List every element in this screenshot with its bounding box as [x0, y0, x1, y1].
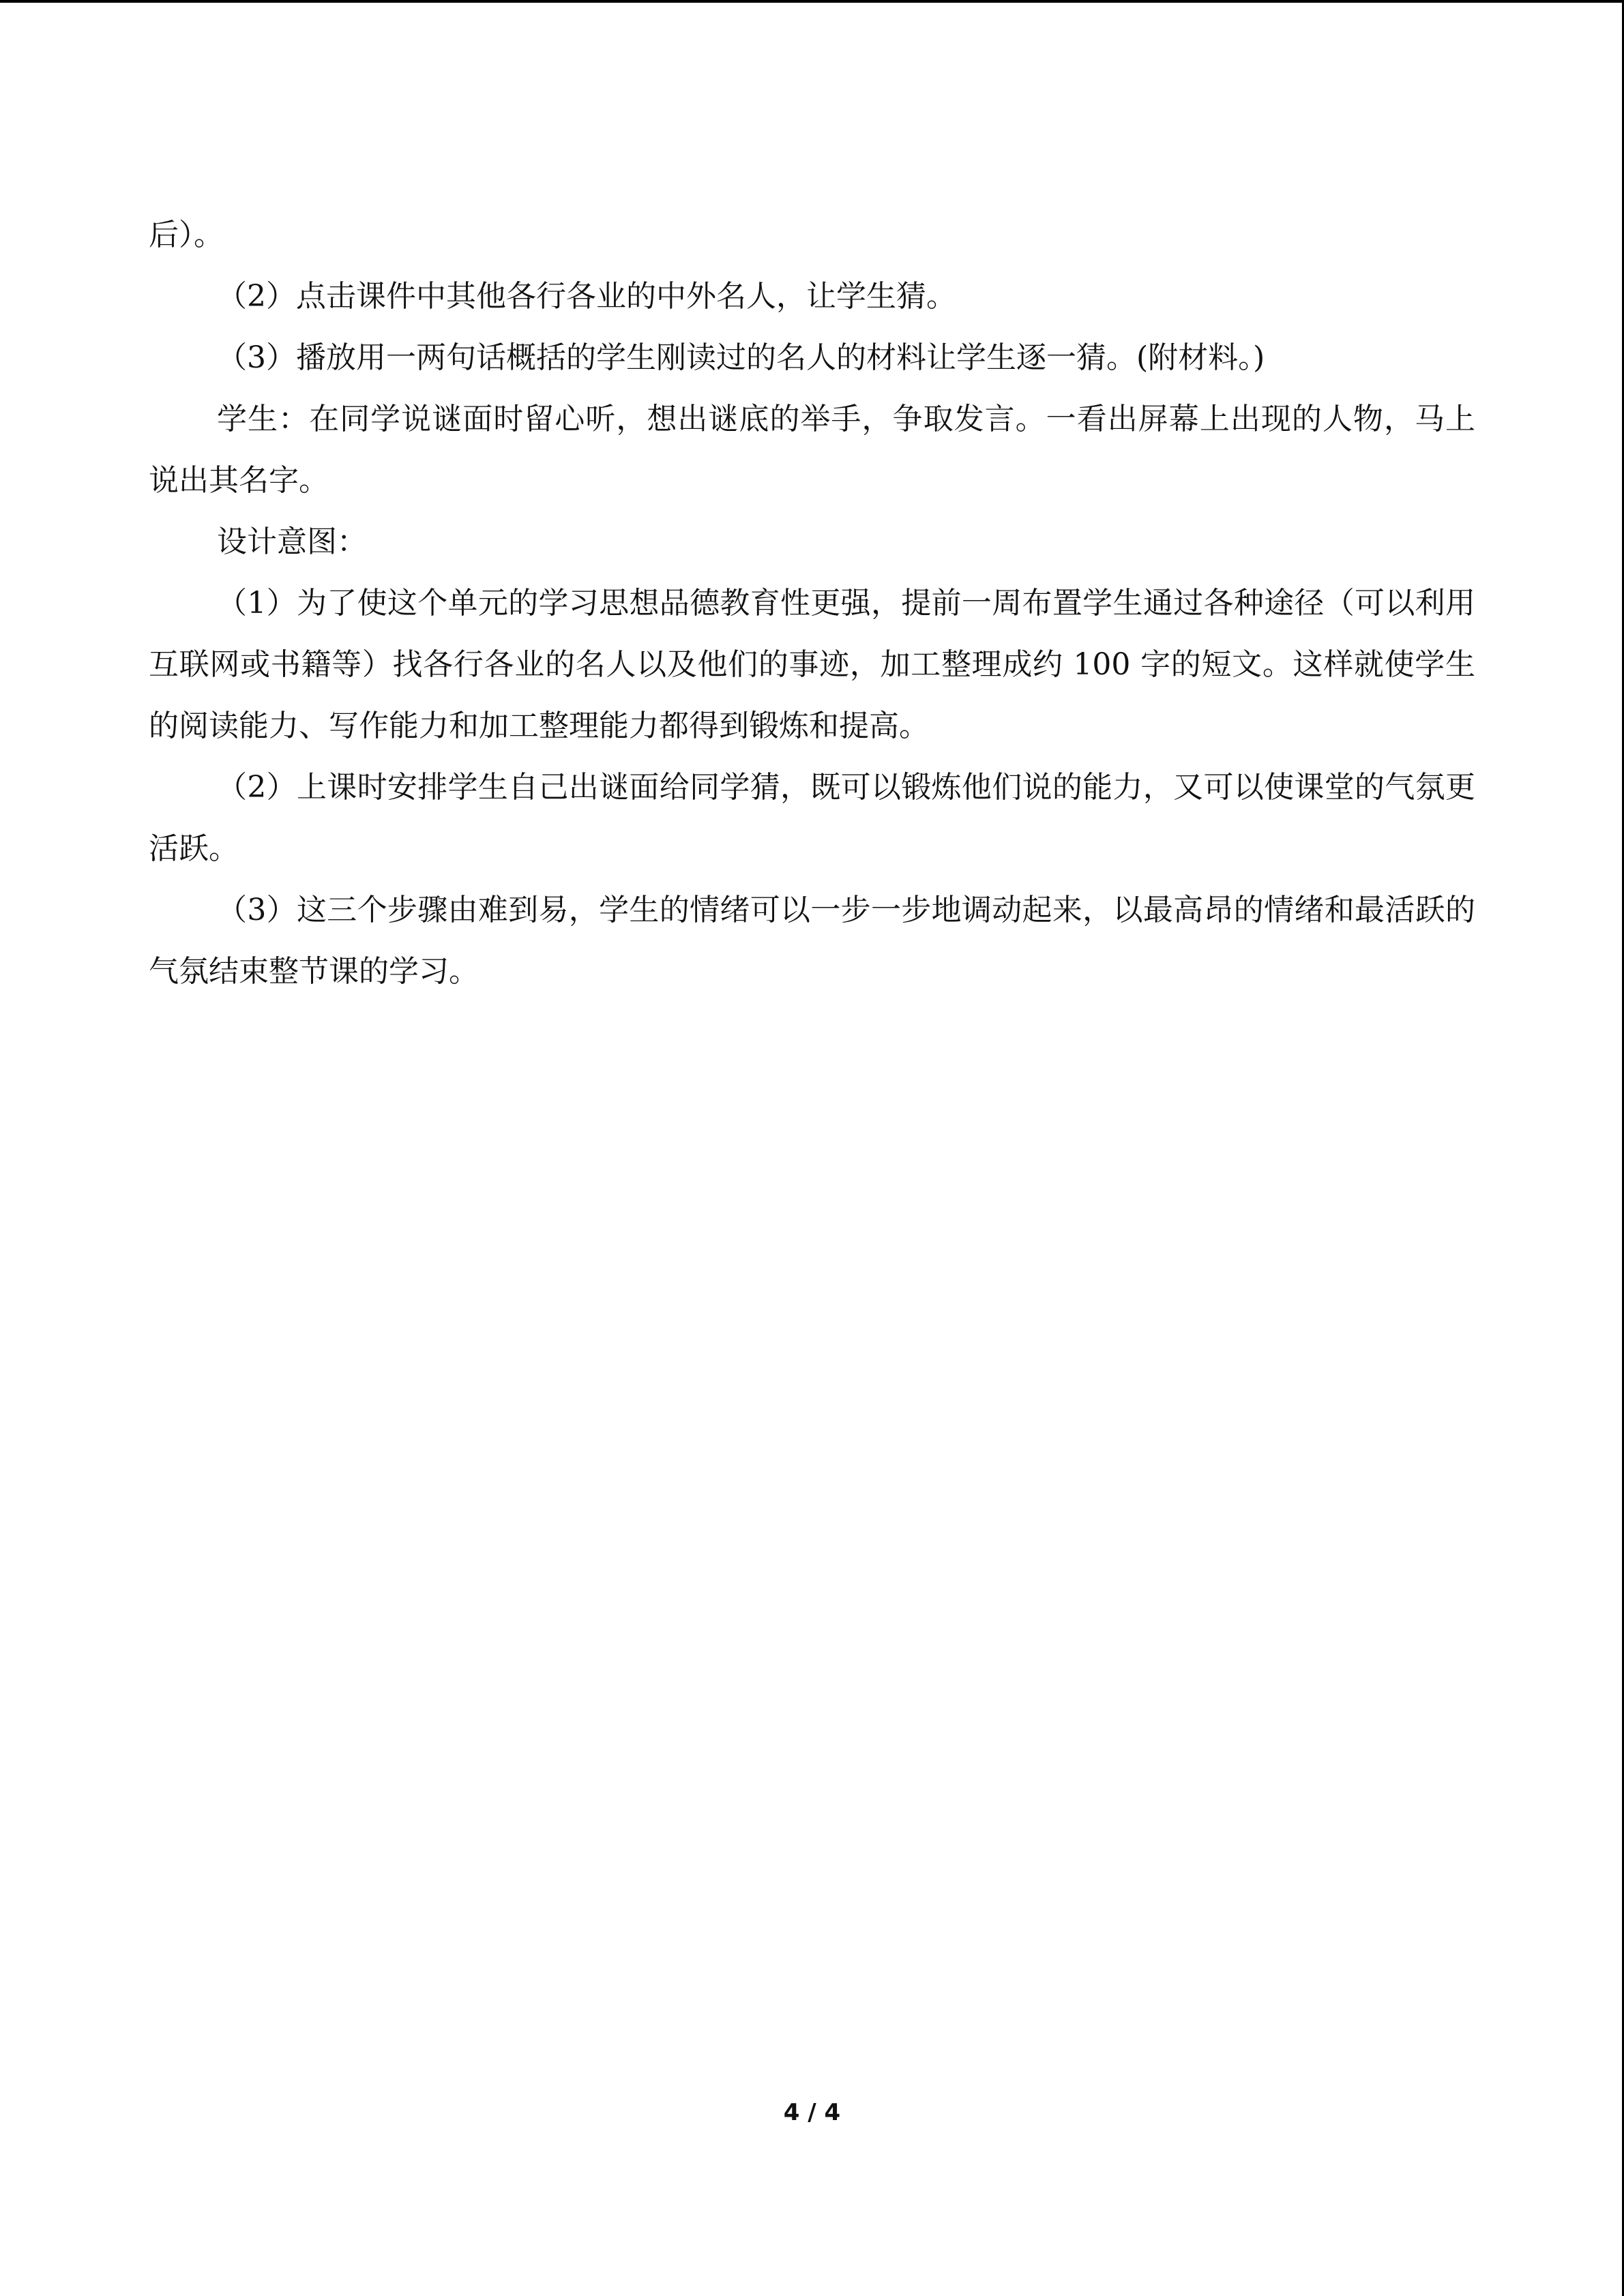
paragraph-intent-1: （1）为了使这个单元的学习思想品德教育性更强，提前一周布置学生通过各种途径（可以利用互联网或书籍等）找各行各业的名人以及他们的事迹，加工整理成约 100 字的短文。这样就使学生的阅读能力、写作能力和加工整理能力都得到锻炼和提高。: [149, 586, 1475, 743]
paragraph-step-2: （2）点击课件中其他各行各业的中外名人，让学生猜。: [217, 279, 956, 314]
paragraph-intent-3: （3）这三个步骤由难到易，学生的情绪可以一步一步地调动起来，以最高昂的情绪和最活跃的气氛结束整节课的学习。: [149, 893, 1475, 989]
paragraph-step-3: （3）播放用一两句话概括的学生刚读过的名人的材料让学生逐一猜。(附材料。): [217, 340, 1265, 375]
paragraph-intent-2: （2）上课时安排学生自己出谜面给同学猜，既可以锻炼他们说的能力，又可以使课堂的气氛更活跃。: [149, 770, 1475, 866]
paragraph-student-activity: 学生：在同学说谜面时留心听，想出谜底的举手，争取发言。一看出屏幕上出现的人物，马上说出其名字。: [149, 402, 1475, 498]
paragraph-continuation: 后）。: [149, 218, 224, 252]
page-top-border: [0, 0, 1624, 3]
document-body: [149, 205, 1475, 1002]
page-number: 4 / 4: [783, 2099, 841, 2126]
paragraph-design-intent-heading: 设计意图：: [217, 524, 367, 559]
